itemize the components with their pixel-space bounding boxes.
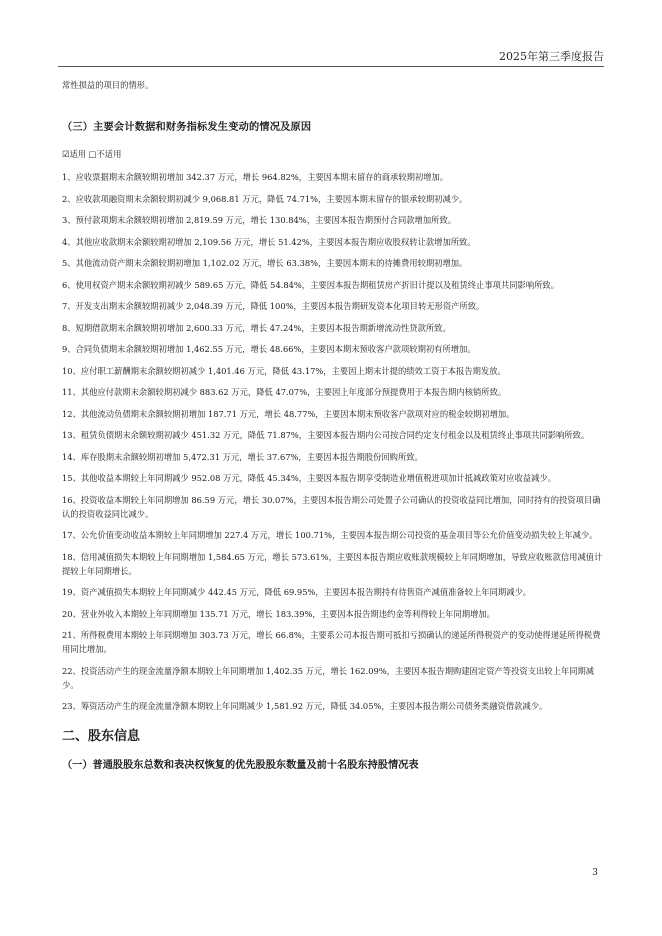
list-item: 15、其他收益本期较上年同期减少 952.08 万元，降低 45.34%，主要因本报告期享受制造业增值税进项加计抵减政策对应收益减少。 (62, 473, 556, 483)
list-item: 4、其他应收款期末余额较期初增加 2,109.56 万元，增长 51.42%，主要因本报告期应收股权转让款增加所致。 (62, 236, 476, 247)
list-item: 7、开发支出期末余额较期初减少 2,048.39 万元，降低 100%，主要因本报告期研发资本化项目转无形资产所致。 (62, 301, 485, 311)
list-item: 12、其他流动负债期末余额较期初增加 187.71 万元，增长 48.77%，主要因本期末预收客户款项对应的税金较期初增加。 (62, 408, 515, 419)
report-header-title: 2025年第三季度报告 (499, 50, 604, 63)
subsection-title: （三）主要会计数据和财务指标发生变动的情况及原因 (62, 121, 312, 133)
list-item: 11、其他应付款期末余额较期初减少 883.62 万元，降低 47.07%，主要因上年度部分预提费用于本报告期内核销所致。 (62, 387, 507, 397)
section-subtitle: （一）普通股股东总数和表决权恢复的优先股股东数量及前十名股东持股情况表 (62, 759, 419, 771)
list-item: 13、租赁负债期末余额较期初减少 451.32 万元，降低 71.87%，主要因本报告期内公司按合同约定支付租金以及租赁终止事项共同影响所致。 (62, 430, 590, 440)
list-item: 19、资产减值损失本期较上年同期减少 442.45 万元，降低 69.95%，主要因本报告期持有待售资产减值准备较上年同期减少。 (62, 587, 532, 597)
change-items-list (62, 170, 607, 713)
list-item: 5、其他流动资产期末余额较期初增加 1,102.02 万元，增长 63.38%，主要因本期末的待摊费用较期初增加。 (62, 258, 468, 268)
intro-text: 常性损益的项目的情形。 (62, 80, 154, 90)
list-item: 18、信用减值损失本期较上年同期增加 1,584.65 万元，增长 573.61%，主要因本报告期应收账款规模较上年同期增加，导致应收账款信用减值计提较上年同期增长。 (62, 551, 603, 576)
list-item: 20、营业外收入本期较上年同期增加 135.71 万元，增长 183.39%，主要因本报告期违约金等利得较上年同期增加。 (62, 608, 495, 619)
document-body (62, 78, 607, 771)
list-item: 16、投资收益本期较上年同期增加 86.59 万元，增长 30.07%，主要因本报告期公司处置子公司确认的投资收益同比增加，同时持有的投资项目确认的投资收益同比减少。 (62, 494, 601, 519)
header-divider (58, 66, 604, 67)
list-item: 2、应收款项融资期末余额较期初减少 9,068.81 万元，降低 74.71%，主要因本期末留存的银承较期初减少。 (62, 193, 468, 204)
list-item: 1、应收票据期末余额较期初增加 342.37 万元，增长 964.82%，主要因本期末留存的商承较期初增加。 (62, 172, 449, 182)
list-item: 8、短期借款期末余额较期初增加 2,600.33 万元，增长 47.24%，主要因本报告期新增流动性贷款所致。 (62, 322, 451, 333)
list-item: 22、投资活动产生的现金流量净额本期较上年同期增加 1,402.35 万元，增长 162.09%，主要因本报告期购建固定资产等投资支出较上年同期减少。 (62, 665, 595, 690)
list-item: 14、库存股期末余额较期初增加 5,472.31 万元，增长 37.67%，主要因本报告期股份回购所致。 (62, 451, 423, 462)
applicability-checkbox-line: ☑适用 □不适用 (62, 149, 122, 159)
list-item: 3、预付款项期末余额较期初增加 2,819.59 万元，增长 130.84%，主要因本报告期预付合同款增加所致。 (62, 215, 457, 225)
list-item: 21、所得税费用本期较上年同期增加 303.73 万元，增长 66.8%，主要系公司本报告期可抵扣亏损确认的递延所得税资产的变动使得递延所得税费用同比增加。 (62, 630, 601, 654)
list-item: 23、筹资活动产生的现金流量净额本期较上年同期减少 1,581.92 万元，降低 34.05%，主要因本报告期公司债务类融资借款减少。 (62, 701, 548, 711)
list-item: 10、应付职工薪酬期末余额较期初减少 1,401.46 万元，降低 43.17%，主要因上期末计提的绩效工资于本报告期发放。 (62, 365, 506, 376)
page-number: 3 (592, 868, 598, 878)
section-title: 二、股东信息 (62, 729, 141, 744)
list-item: 17、公允价值变动收益本期较上年同期增加 227.4 万元，增长 100.71%，主要因本报告期公司投资的基金项目等公允价值变动损失较上年减少。 (62, 530, 598, 540)
list-item: 6、使用权资产期末余额较期初减少 589.65 万元，降低 54.84%，主要因本报告期租赁房产折旧计提以及租赁终止事项共同影响所致。 (62, 279, 560, 290)
list-item: 9、合同负债期末余额较期初增加 1,462.55 万元，增长 48.66%，主要因本期末预收客户款项较期初有所增加。 (62, 344, 476, 354)
